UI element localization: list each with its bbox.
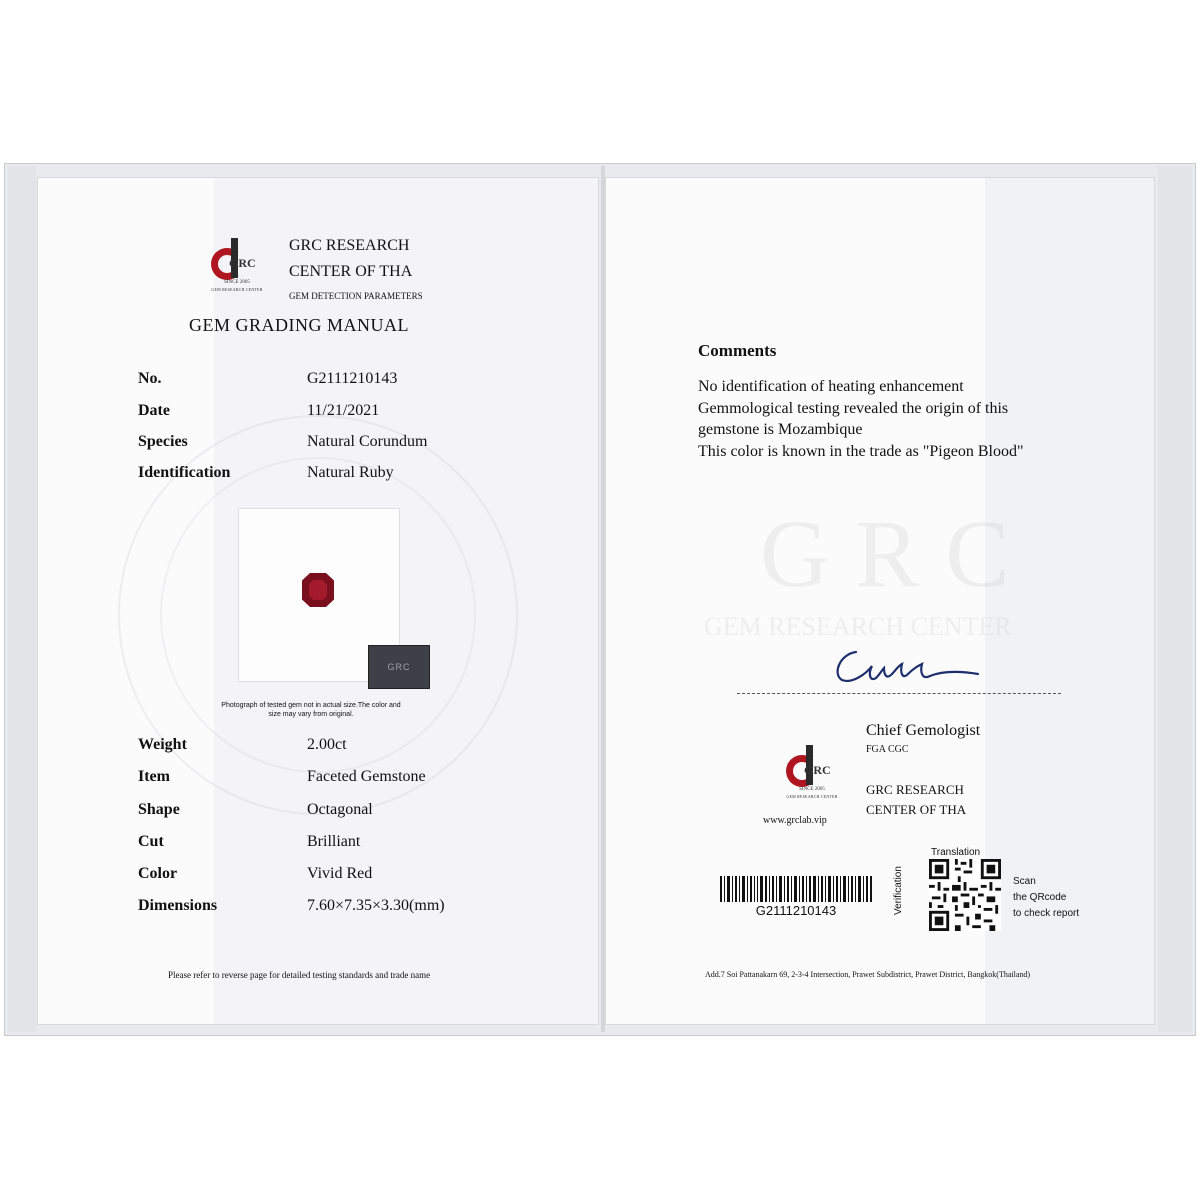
field-label-shape: Shape [138,801,180,818]
document-title: GEM GRADING MANUAL [189,315,409,335]
logo-text: GRC [229,256,256,270]
signature-graphic [828,640,988,690]
lab-name [289,233,412,285]
hologram-sticker: GRC [368,645,430,689]
logo-since: SINCE 2005 [224,280,250,285]
field-label-dimensions: Dimensions [138,897,218,914]
qr-translation-label: Translation [931,847,981,858]
lab-name-line1: GRC RESEARCH [289,237,410,254]
field-label-number: No. [138,370,162,387]
watermark-grc: GRC [760,500,1036,607]
field-value-dimensions: 7.60×7.35×3.30(mm) [307,897,445,914]
lab-subtitle: GEM DETECTION PARAMETERS [289,291,423,301]
field-value-identification: Natural Ruby [307,464,394,481]
field-value-item: Faceted Gemstone [307,768,426,785]
website-link[interactable]: www.grclab.vip [763,815,827,826]
field-value-date: 11/21/2021 [307,402,380,419]
lab-name-line2: CENTER OF THA [289,263,413,280]
qr-scan-line: the QRcode [1013,892,1067,903]
qr-code-icon[interactable] [929,859,1001,931]
grc-logo-right [782,745,842,803]
plastic-sleeve-left [8,166,36,1032]
comment-line: This color is known in the trade as "Pigeon Blood" [698,443,1024,460]
field-label-species: Species [138,433,188,450]
field-value-species: Natural Corundum [307,433,428,450]
ruby-gem-table [309,580,327,600]
field-label-item: Item [138,768,170,785]
logo-text: GRC [804,763,831,777]
barcode-graphic [720,876,872,902]
qr-scan-instructions [1013,874,1079,922]
logo-center-name: GEM RESEARCH CENTER [211,287,263,292]
left-footer-note: Please refer to reverse page for detailed testing standards and trade name [168,970,431,980]
field-value-shape: Octagonal [307,801,373,818]
lab-name-line2: CENTER OF THA [866,802,967,817]
lab-name-right [866,780,966,820]
comments-heading: Comments [698,341,777,360]
photo-disclaimer: Photograph of tested gem not in actual size.The color and size may vary from original. [221,702,401,718]
field-value-weight: 2.00ct [307,736,347,753]
signer-title: Chief Gemologist [866,722,981,739]
watermark-subtitle: GEM RESEARCH CENTER [704,612,1012,641]
field-label-color: Color [138,865,178,882]
logo-center-name: GEM RESEARCH CENTER [786,794,838,799]
field-label-date: Date [138,402,170,419]
qr-scan-line: to check report [1013,908,1080,919]
grc-logo [207,238,267,296]
logo-since: SINCE 2005 [799,787,825,792]
field-label-cut: Cut [138,833,164,850]
comment-line: No identification of heating enhancement [698,378,964,395]
barcode-number: G2111210143 [755,903,837,918]
qr-scan-line: Scan [1013,876,1036,887]
lab-name-line1: GRC RESEARCH [866,782,964,797]
lab-address: Add.7 Soi Pattanakarn 69, 2-3-4 Intersection, Prawet Subdistrict, Prawet District, Bangkok(Thailand) [705,970,1031,979]
field-value-number: G2111210143 [307,370,398,387]
comment-line: Gemmological testing revealed the origin of this [698,400,1009,417]
field-value-color: Vivid Red [307,865,373,882]
plastic-sleeve-right [1158,166,1192,1032]
field-label-identification: Identification [138,464,231,481]
field-value-cut: Brilliant [307,833,361,850]
comment-line: gemstone is Mozambique [698,421,863,438]
center-fold [601,166,605,1032]
signature-line [737,693,1061,694]
qr-verification-label: Verification [893,866,904,915]
field-label-weight: Weight [138,736,187,753]
signer-credentials: FGA CGC [866,744,909,755]
